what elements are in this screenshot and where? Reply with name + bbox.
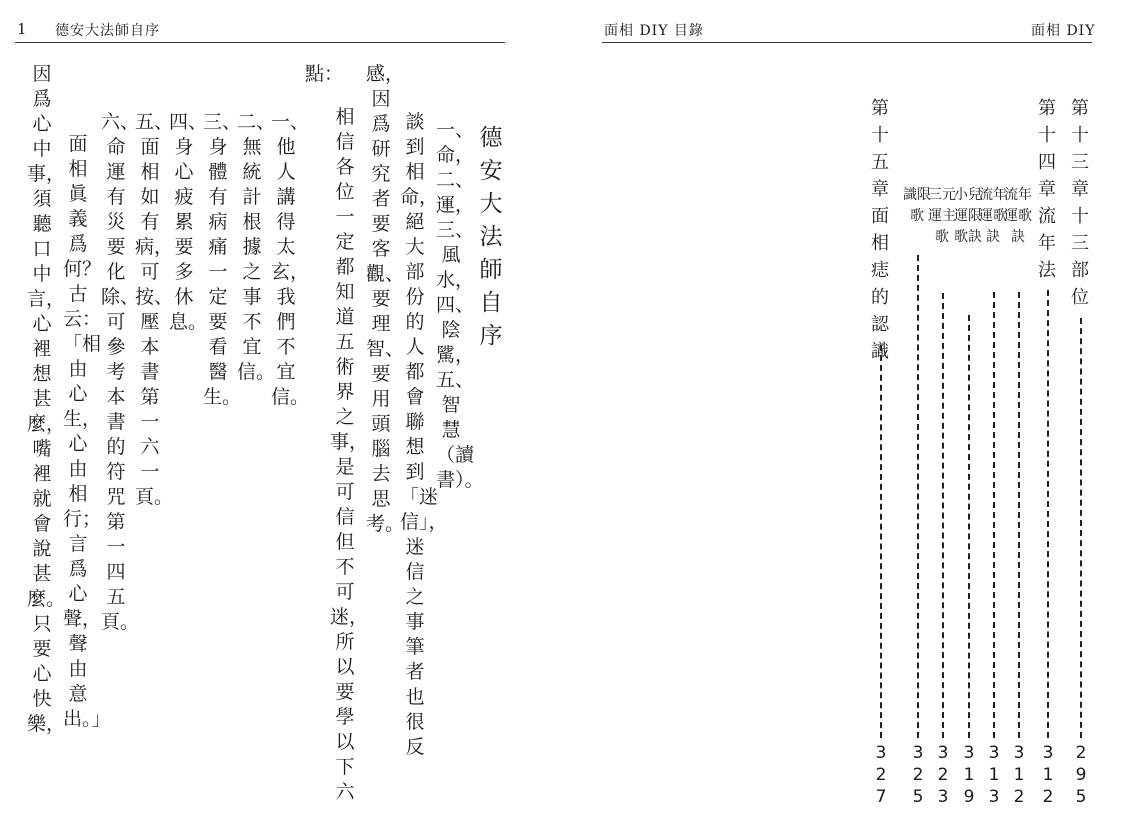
toc-entry-page: 313 [988,743,1000,807]
toc-entry-title: 第十四章流年法 [1038,98,1056,281]
toc-entry-title: 流年運歌訣 [979,187,1007,245]
toc-leader [880,345,882,738]
running-header: 德安大法師自序 [55,23,160,39]
header-rule [602,42,1092,43]
body-line: 三、身體有病痛一定要看醫生。 [203,111,242,408]
toc-leader [1018,292,1020,738]
body-line: 感，因爲研究者要客觀、要理智、要用頭腦去思考。 [366,63,405,535]
body-line: 相信各位一定都知道五術界之事，是可信但不可迷，所以要學以下六 [330,106,369,803]
page-title: 德安大法師自序 [479,125,503,349]
body-line: 因爲心中事，須聽口中言，心裡想甚麼，嘴裡就會說甚麼。只要心快樂， [27,63,66,735]
body-line: 六、命運有災要化除、可參考本書的符咒第 一四五頁。 [101,111,145,633]
body-line: 面相眞義爲何？古云：「相由心生，心由相行；言爲心聲，聲由意出。」 [63,133,111,730]
toc-leader [942,293,944,738]
toc-entry-page: 295 [1075,743,1087,807]
toc-leader [1080,318,1082,738]
toc-entry-title: 識限歌 [903,187,931,224]
body-line: 一、他人講得太玄，我們不宜信。 [271,111,310,408]
toc-leader [1047,290,1049,738]
toc-entry-title: 第十五章面相痣的認識 [871,98,889,362]
body-line: 一、命，二、運，三、風水，四、陰騭，五、智慧（讀書）。 [436,119,484,491]
toc-entry-page: 325 [912,743,924,807]
toc-entry-page: 312 [1042,743,1054,807]
toc-entry-title: 三元運主歌 [928,187,956,245]
body-line: 五、面相如有病，可按、壓本書第 一六一頁。 [135,111,179,508]
toc-entry-page: 323 [937,743,949,807]
toc-entry-page: 327 [875,743,887,807]
body-line: 點： [305,63,344,85]
running-header: 面相 DIY [1031,23,1096,39]
header-rule [15,42,505,43]
body-line: 談到相命，絕大部份的人都會聯想到「迷信」，迷信之事筆者也很反 [400,111,448,758]
page-number: 1 [17,20,27,38]
toc-entry-title: 小兒運限歌訣 [954,187,982,245]
body-line: 二、無統計根據之事不宜信。 [237,111,276,383]
running-header: 面相 DIY 目錄 [604,23,704,39]
body-line: 四、身心疲累要多休息。 [169,111,208,333]
toc-leader [968,315,970,738]
toc-entry-title: 第十三章十三部位 [1071,98,1089,308]
toc-leader [917,255,919,738]
toc-leader [993,292,995,738]
toc-entry-page: 319 [963,743,975,807]
toc-entry-page: 312 [1013,743,1025,807]
toc-entry-title: 流年運歌訣 [1004,187,1032,245]
